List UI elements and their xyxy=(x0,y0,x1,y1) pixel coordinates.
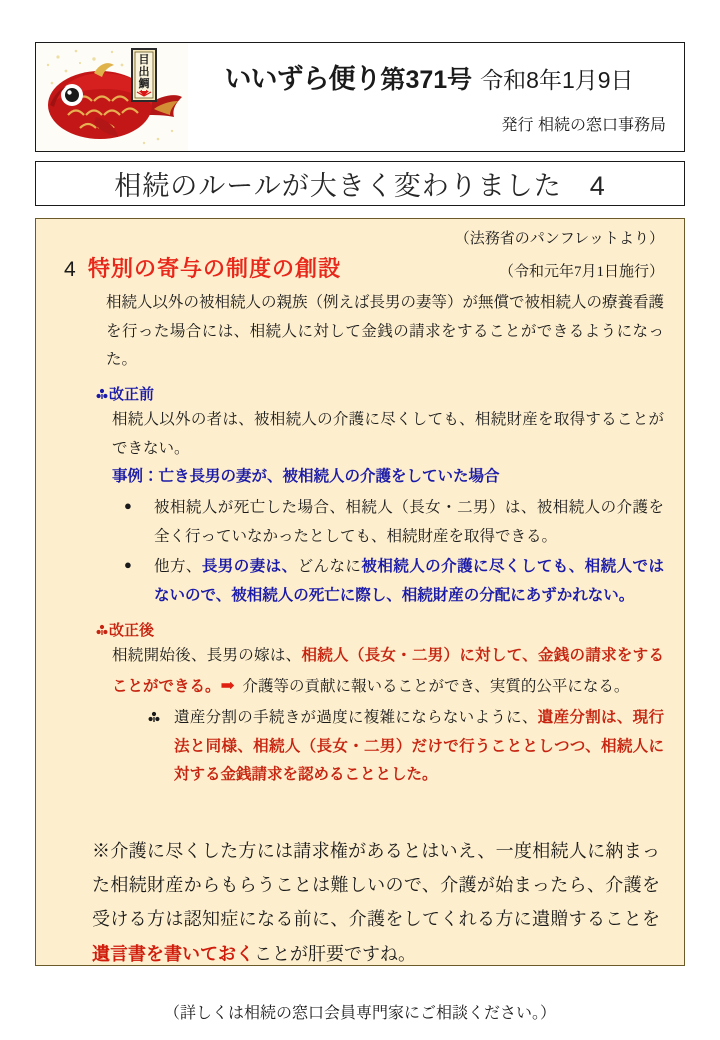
after-heading xyxy=(52,619,668,640)
before-case-line: 事例：亡き長男の妻が、被相続人の介護をしていた場合 xyxy=(112,468,500,486)
after-heading-label: 改正後 xyxy=(109,621,155,639)
before-heading xyxy=(52,383,668,404)
headline-text: 相続のルールが大きく変わりました 4 xyxy=(114,171,606,201)
after-sub-item-text xyxy=(174,704,664,790)
clover-icon xyxy=(96,387,108,404)
before-bullet-2-black-b: どんなに xyxy=(297,558,362,576)
after-sub-item xyxy=(52,704,668,790)
masthead-box xyxy=(35,42,685,152)
publisher-line: 発行 相続の窓口事務局 xyxy=(501,117,666,134)
newsletter-brand: いいずら便り xyxy=(224,64,381,94)
before-heading-label: 改正前 xyxy=(109,386,155,404)
intro-paragraph: 相続人以外の被相続人の親族（例えば長男の妻等）が無償で被相続人の療養看護を行った場合には、相続人に対して金銭の請求をすることができるようになった。 xyxy=(106,294,665,369)
footer-note: （詳しくは相続の窓口会員専門家にご相談ください。） xyxy=(163,1005,556,1022)
before-bullet-2-text xyxy=(154,553,664,610)
bullet-dot-icon: ● xyxy=(124,498,132,514)
source-note: （法務省のパンフレットより） xyxy=(454,231,664,247)
newsletter-issue-number: 第371号 xyxy=(380,66,473,94)
banner-plaque xyxy=(132,49,156,101)
closing-note-block xyxy=(52,834,668,971)
headline-box xyxy=(35,161,685,206)
section-header-row xyxy=(52,252,668,283)
svg-text:目: 目 xyxy=(138,53,150,66)
newsletter-issue-date: 令和8年1月9日 xyxy=(480,67,634,93)
svg-text:出: 出 xyxy=(138,65,150,78)
before-bullet-2 xyxy=(52,553,668,610)
right-arrow-icon: ➡ xyxy=(220,676,235,696)
effective-date: （令和元年7月1日施行） xyxy=(498,264,664,280)
before-bullet-2-blue-b: 被相続人の介護に尽くしても、相続人ではないので、被相続人の死亡に際し、相続財産の分配にあずかれない。 xyxy=(154,558,664,605)
before-paragraph: 相続人以外の者は、被相続人の介護に尽くしても、相続財産を取得することができない。 xyxy=(112,411,664,457)
newsletter-title-line xyxy=(188,57,670,96)
section-number: 4 xyxy=(64,258,76,281)
masthead-inner xyxy=(36,43,684,151)
after-sub-black: 遺産分割の手続きが過度に複雑にならないように、 xyxy=(174,709,538,727)
section-title: 特別の寄与の制度の創設 xyxy=(88,256,342,281)
clover-icon xyxy=(96,623,108,640)
clover-icon xyxy=(148,704,174,790)
note-red-emphasis: 遺言書を書いておく xyxy=(92,943,254,964)
after-sub-red: 遺産分割は、現行法と同様、相続人（長女・二男）だけで行うこととしつつ、相続人に対する金銭請求を認めることとした。 xyxy=(174,709,664,784)
closing-note-paragraph xyxy=(92,834,660,971)
after-lead-paragraph xyxy=(52,642,668,702)
note-black-a: 介護に尽くした方には請求権があるとはいえ、一度相続人に納まった相続財産からもらうことは難しいので、介護が始まったら、介護を受ける方は認知症になる前に、介護をしてくれる方に遺贈することを xyxy=(92,841,661,930)
before-bullet-2-blue-a: 長男の妻は、 xyxy=(201,558,298,576)
content-panel xyxy=(35,218,685,966)
after-lead-black-b: 介護等の貢献に報いることができ、実質的公平になる。 xyxy=(242,678,630,696)
sea-bream-illustration xyxy=(36,43,188,151)
bullet-dot-icon: ● xyxy=(124,557,132,573)
before-bullet-1-black: 被相続人が死亡した場合、相続人（長女・二男）は、被相続人の介護を全く行っていなかったとしても、相続財産を取得できる。 xyxy=(154,499,664,545)
note-black-b: ことが肝要ですね。 xyxy=(254,943,416,964)
note-prefix-icon: ※ xyxy=(92,841,111,862)
before-bullet-1 xyxy=(52,494,668,551)
after-lead-black-a: 相続開始後、長男の嫁は、 xyxy=(112,646,302,664)
svg-text:鯛: 鯛 xyxy=(138,77,150,90)
masthead-text xyxy=(188,43,684,135)
before-bullet-1-text xyxy=(154,494,664,551)
after-lead-red: 相続人（長女・二男）に対して、金銭の請求をすることができる。 xyxy=(112,646,664,696)
before-bullet-2-black-a: 他方、 xyxy=(154,558,202,576)
